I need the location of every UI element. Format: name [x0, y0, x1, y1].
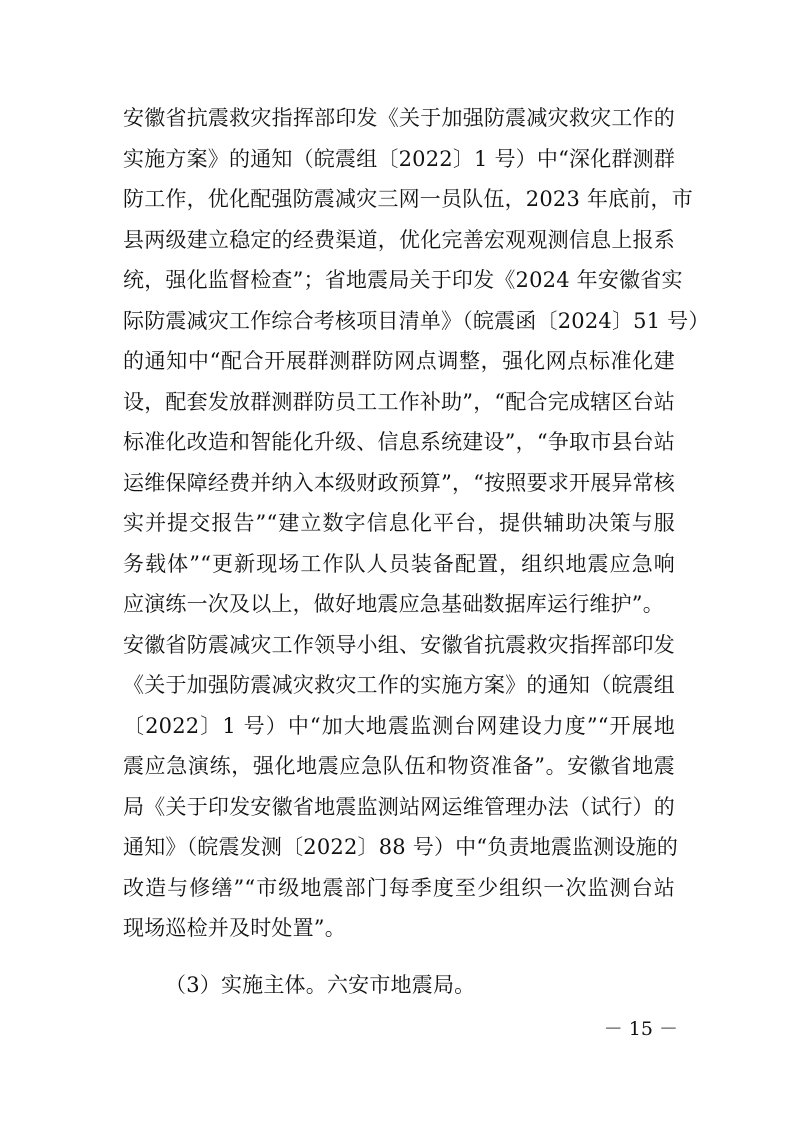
text-line-19: 通知》（皖震发测〔2022〕88 号）中“负责地震监测设施的 [123, 835, 679, 859]
text-line-17: 震应急演练，强化地震应急队伍和物资准备”。安徽省地震 [123, 754, 675, 778]
paragraph-spacer [123, 949, 675, 965]
text-line-21: 现场巡检并及时处置”。 [123, 916, 346, 940]
text-line-1: 安徽省抗震救灾指挥部印发《关于加强防震减灾救灾工作的 [123, 106, 675, 130]
text-line-7: 的通知中“配合开展群测群防网点调整，强化网点标准化建 [123, 349, 675, 373]
text-line-6: 际防震减灾工作综合考核项目清单》（皖震函〔2024〕51 号） [123, 308, 710, 333]
text-line-9: 标准化改造和智能化升级、信息系统建设”，“争取市县台站 [123, 430, 675, 454]
page-number: － 15 － [603, 1018, 678, 1040]
text-line-5: 统，强化监督检查”；省地震局关于印发《2024 年安徽省实 [123, 268, 683, 292]
text-line-4: 县两级建立稳定的经费渠道，优化完善宏观观测信息上报系 [123, 227, 675, 252]
text-line-20: 改造与修缮”“市级地震部门每季度至少组织一次监测台站 [123, 875, 675, 900]
text-line-11: 实并提交报告”“建立数字信息化平台，提供辅助决策与服 [123, 511, 675, 535]
text-line-10: 运维保障经费并纳入本级财政预算”，“按照要求开展异常核 [123, 470, 675, 495]
text-line-12: 务载体”“更新现场工作队人员装备配置，组织地震应急响 [123, 551, 675, 576]
text-line-16: 〔2022〕1 号）中“加大地震监测台网建设力度”“开展地 [123, 713, 675, 738]
text-line-18: 局《关于印发安徽省地震监测站网运维管理办法（试行）的 [123, 794, 675, 819]
text-line-2: 实施方案》的通知（皖震组〔2022〕1 号）中“深化群测群 [123, 146, 676, 171]
body-text [123, 98, 710, 1005]
text-line-14: 安徽省防震减灾工作领导小组、安徽省抗震救灾指挥部印发 [123, 632, 675, 657]
text-line-15: 《关于加强防震减灾救灾工作的实施方案》的通知（皖震组 [123, 673, 675, 697]
section-heading: （3）实施主体。六安市地震局。 [165, 972, 476, 997]
text-line-3: 防工作，优化配强防震减灾三网一员队伍，2023 年底前，市 [123, 187, 693, 211]
text-line-8: 设，配套发放群测群防员工工作补助”，“配合完成辖区台站 [123, 389, 675, 414]
text-line-13: 应演练一次及以上，做好地震应急基础数据库运行维护”。 [123, 592, 664, 616]
